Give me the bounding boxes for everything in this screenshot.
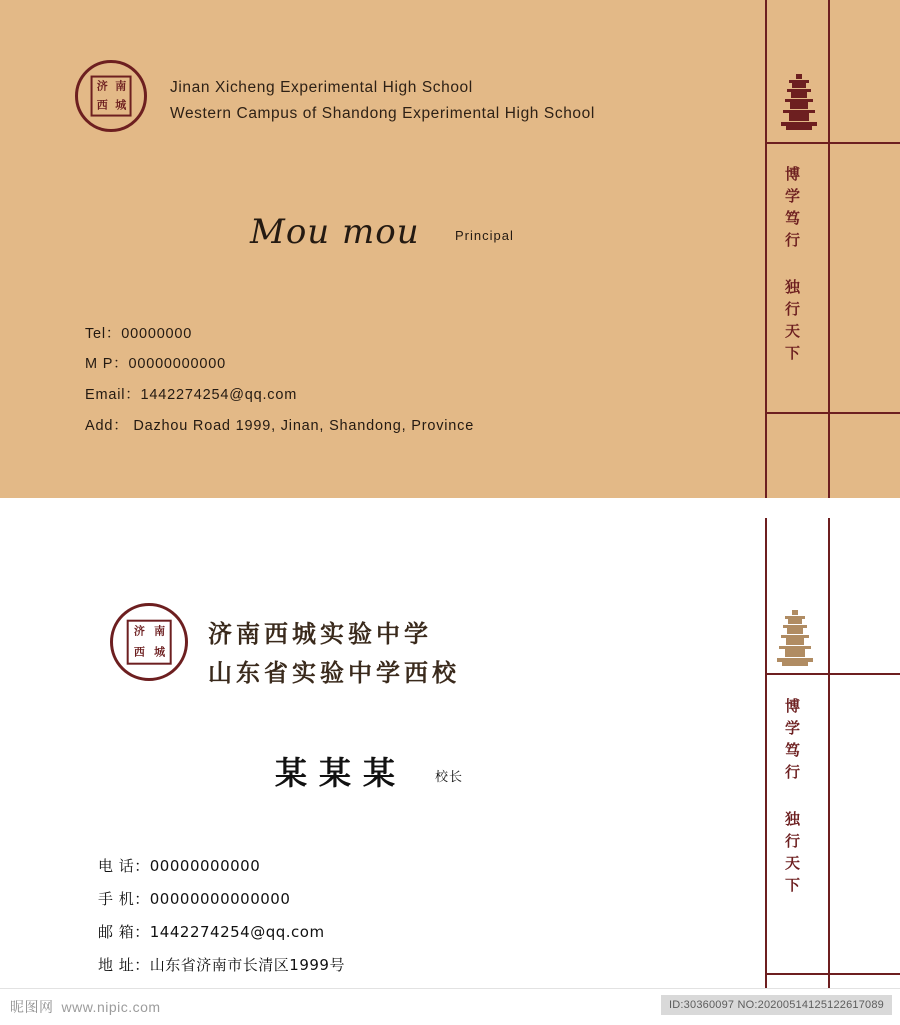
watermark-site-url: www.nipic.com [61,999,161,1015]
school-name-line2-front: Western Campus of Shandong Experimental High School [170,105,595,122]
school-name-line1-front: Jinan Xicheng Experimental High School [170,79,473,96]
school-name-line1-back: 济南西城实验中学 [208,620,432,648]
band-vertical-right-front [828,0,830,498]
band-motto-front: 博学笃行 独行天下 [783,166,801,367]
business-card-front [0,0,900,498]
school-seal-logo-front [75,60,147,132]
seal-char: 城 [115,98,126,112]
seal-char: 西 [96,98,107,112]
band-horizontal-bottom-front [765,412,900,414]
band-vertical-right-back [828,518,830,988]
band-horizontal-top-back [765,673,900,675]
site-watermark [10,997,161,1017]
business-card-back [0,518,900,988]
seal-inner-front [91,76,132,117]
contact-tel-back: 电 话：00000000000 [98,857,261,875]
seal-inner-back [127,620,172,665]
contact-address-front: Add： Dazhou Road 1999, Jinan, Shandong, Province [85,418,475,434]
school-name-line2-back: 山东省实验中学西校 [208,659,460,687]
pagoda-icon-back [770,608,820,668]
band-horizontal-top-front [765,142,900,144]
footer-bar [0,988,900,1025]
card-separator [0,498,900,518]
seal-char: 济 [133,624,144,638]
band-vertical-left-front [765,0,767,498]
band-motto-back: 博学笃行 独行天下 [783,698,801,899]
watermark-site-name: 昵图网 [10,1000,54,1016]
contact-address-back: 地 址：山东省济南市长清区1999号 [98,956,345,974]
contact-mobile-back: 手 机：00000000000000 [98,890,291,908]
seal-char: 南 [154,624,165,638]
person-title-front: Principal [455,228,514,243]
person-name-front: Mou mou [250,212,420,252]
person-title-back: 校长 [435,769,464,784]
band-vertical-left-back [765,518,767,988]
seal-char: 济 [96,79,107,93]
contact-tel-front: Tel：00000000 [85,326,193,342]
seal-char: 城 [154,645,165,659]
pagoda-icon-front [776,72,821,132]
seal-char: 南 [115,79,126,93]
image-id-badge: ID:30360097 NO:20200514125122617089 [661,995,892,1015]
school-seal-logo-back [110,603,188,681]
seal-char: 西 [133,645,144,659]
band-horizontal-bottom-back [765,973,900,975]
person-name-back: 某某某 [275,754,408,792]
contact-mobile-front: M P：00000000000 [85,356,226,372]
contact-email-back: 邮 箱：1442274254@qq.com [98,923,325,941]
contact-email-front: Email：1442274254@qq.com [85,387,298,403]
